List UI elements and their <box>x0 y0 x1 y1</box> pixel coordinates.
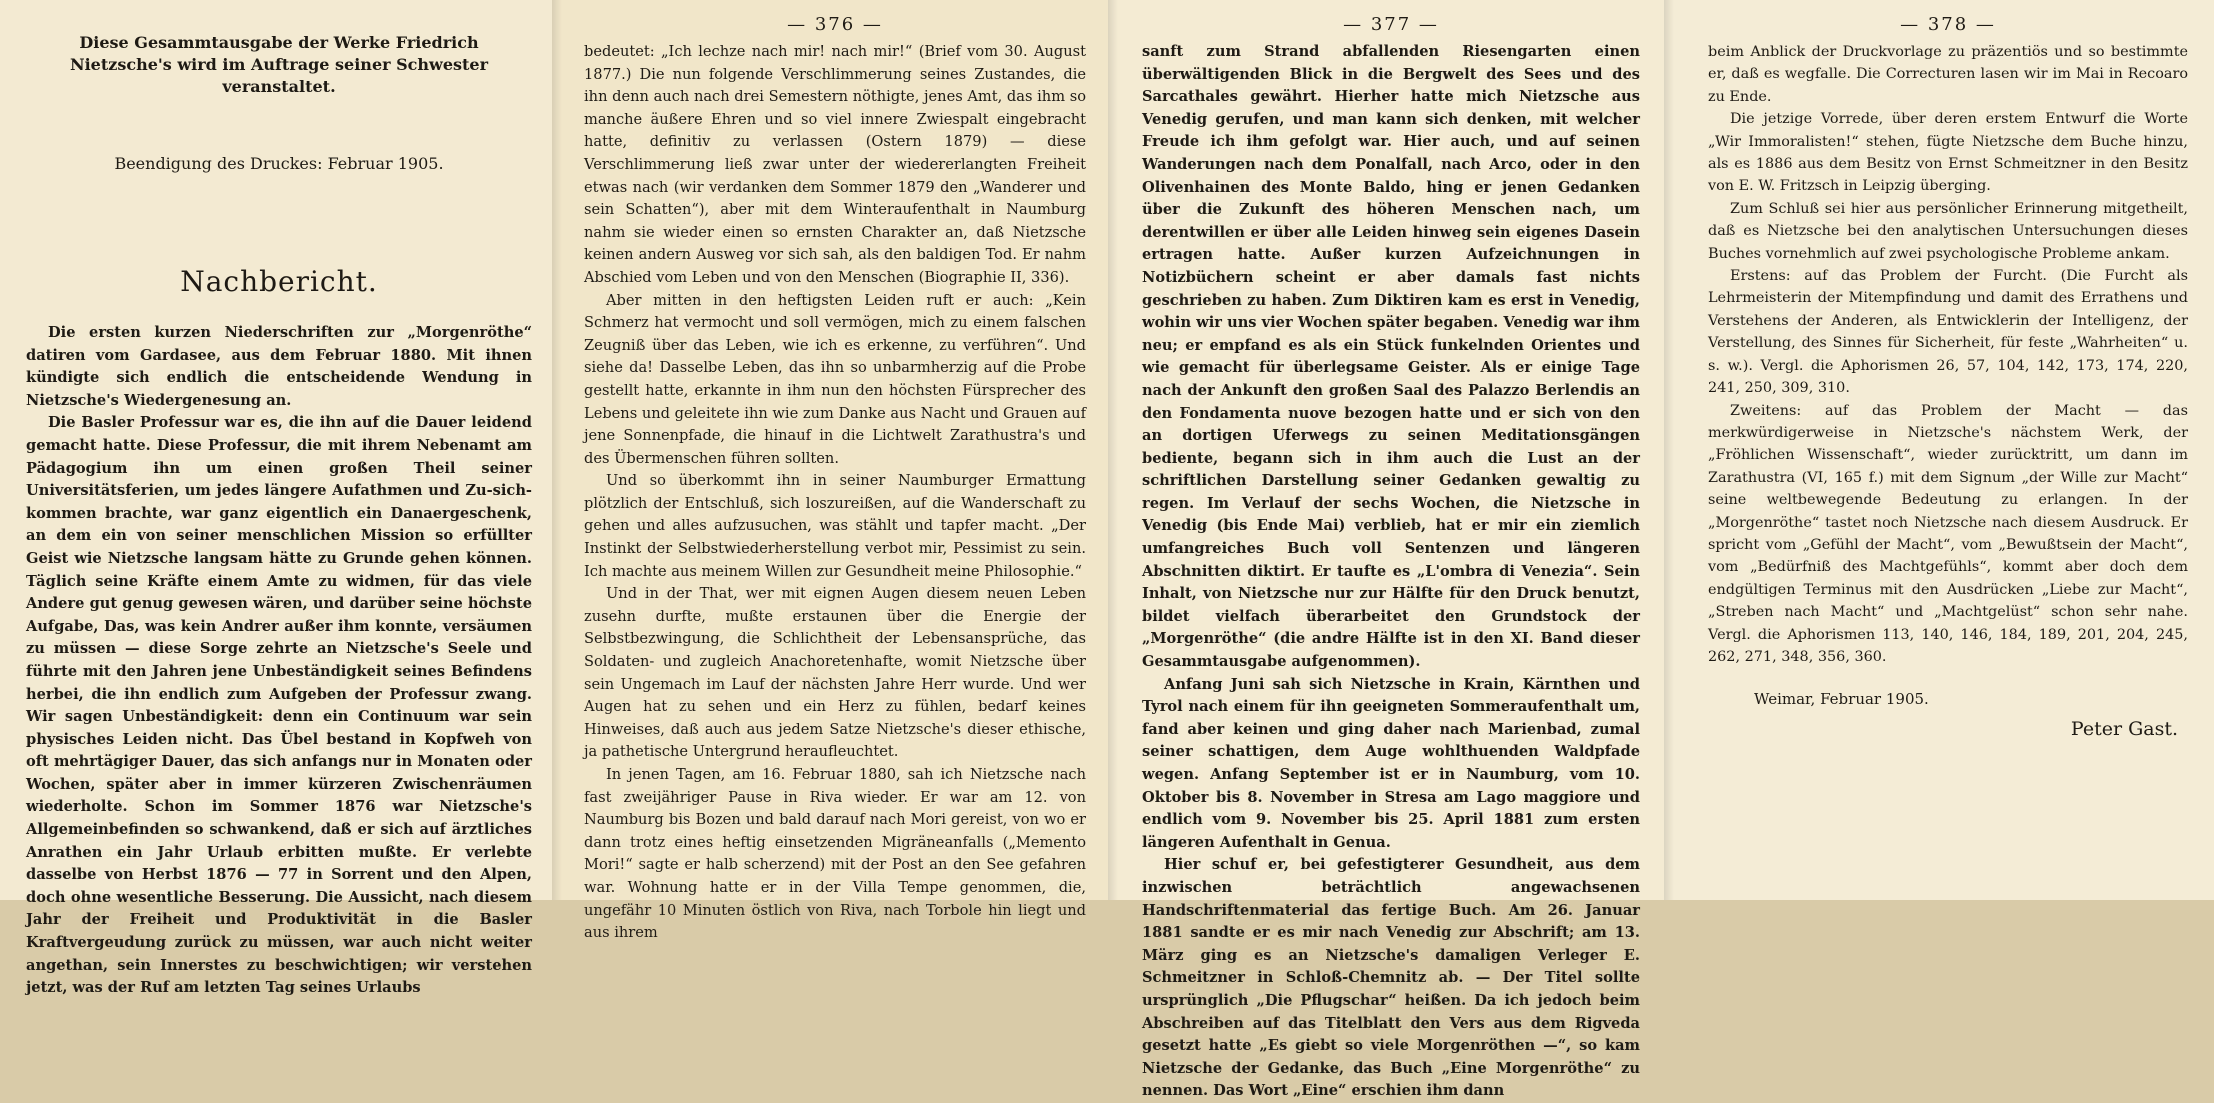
dateline: Weimar, Februar 1905. <box>1754 690 1929 709</box>
paragraph: beim Anblick der Druckvorlage zu präzentiös und so bestimmte er, daß es wegfalle. Die Correcturen lasen wir im Mai in Recoaro zu Ende. <box>1708 44 2188 105</box>
edition-notice: Diese Gesammtausgabe der Werke Friedrich Nietzsche's wird im Auftrage seiner Schwester veranstaltet. <box>69 33 489 96</box>
page-377 <box>1108 0 1664 1100</box>
paragraph: Die ersten kurzen Niederschriften zur „Morgenröthe“ datiren vom Gardasee, aus dem Februar 1880. Mit ihnen kündigte sich endlich die entscheidende Wendung in Nietzsche's Wiedergenesung an. <box>26 324 532 409</box>
page-number: — 376 — <box>787 14 883 35</box>
paragraph: Und so überkommt ihn in seiner Naumburger Ermattung plötzlich der Entschluß, sich loszureißen, auf die Wanderschaft zu gehen und alles aufzusuchen, was stählt und tapfer macht. „Der Instinkt der Selbstwiederherstellung verbot mir, Pessimist zu sein. Ich machte aus meinem Willen zur Gesundheit meine Philosophie.“ <box>584 472 1086 580</box>
page-number: — 377 — <box>1343 14 1439 35</box>
page-376 <box>552 0 1108 942</box>
paragraph: Und in der That, wer mit eignen Augen diesem neuen Leben zusehn durfte, mußte erstaunen über die Energie der Selbstbezwingung, die Schlichtheit der Lebensansprüche, das Soldaten- und zugleich Anachoretenhafte, womit Nietzsche über sein Ungemach im Lauf der nächsten Jahre Herr wurde. Und wer Augen hat zu sehen und ein Herz zu fühlen, bedarf keines Hinweises, daß auch aus jedem Satze Nietzsche's dieser ethische, ja pathetische Untergrund heraufleuchtet. <box>584 585 1086 761</box>
paragraph: Aber mitten in den heftigsten Leiden ruft er auch: „Kein Schmerz hat vermocht und soll vermögen, mich zu einem falschen Zeugniß über das Leben, wie ich es erkenne, zu verführen“. Und siehe da! Dasselbe Leben, das ihn so unbarmherzig auf die Probe gestellt hatte, erkannte in ihm nun den höchsten Fürsprecher des Lebens und geleitete ihn wie zum Danke aus Nacht und Grauen auf jene Sonnenpfade, die hinauf in die Lichtwelt Zarathustra's und des Übermenschen führen sollten. <box>584 291 1086 467</box>
page-left-imprint <box>0 0 552 997</box>
paragraph: bedeutet: „Ich lechze nach mir! nach mir!“ (Brief vom 30. August 1877.) Die nun folgende Verschlimmerung seines Zustandes, die ihn denn auch nach drei Semestern nöthigte, jenes Amt, das ihm so manche äußere Ehren und so viel innere Zwiespalt eingebracht hatte, definitiv zu verlassen (Ostern 1879) — diese Verschlimmerung ließ zwar unter der wiedererlangten Freiheit etwas nach (wir verdanken dem Sommer 1879 den „Wanderer und sein Schatten“), aber mit dem Winteraufenthalt in Naumburg nahm sie wieder einen so ernsten Charakter an, daß Nietzsche keinen andern Ausweg vor sich sah, als den baldigen Tod. Er nahm Abschied vom Leben und von den Menschen (Biographie II, 336). <box>584 43 1086 286</box>
page-376-body <box>584 41 1086 945</box>
paragraph: Erstens: auf das Problem der Furcht. (Die Furcht als Lehrmeisterin der Mitempfindung und damit des Errathens und Verstehens der Anderen, als Entwicklerin der Intelligenz, der Verstellung, des Sinnes für Sicherheit, für feste „Wahrheiten“ u. s. w.). Vergl. die Aphorismen 26, 57, 104, 142, 173, 174, 220, 241, 250, 309, 310. <box>1708 268 2188 397</box>
signature: Peter Gast. <box>2070 718 2178 741</box>
page-378-body <box>1708 41 2188 668</box>
page-gutter <box>1108 0 1118 900</box>
paragraph: Zum Schluß sei hier aus persönlicher Erinnerung mitgetheilt, daß es Nietzsche bei den analytischen Untersuchungen dieses Buches vornehmlich auf zwei psychologische Probleme ankam. <box>1708 200 2188 262</box>
page-1-body <box>26 322 532 1000</box>
page-gutter <box>1664 0 1674 900</box>
paragraph: Die jetzige Vorrede, über deren erstem Entwurf die Worte „Wir Immoralisten!“ stehen, fügte Nietzsche dem Buche hinzu, als es 1886 aus dem Besitz von Ernst Schmeitzner in den Besitz von E. W. Fritzsch in Leipzig überging. <box>1708 111 2188 195</box>
paragraph: Zweitens: auf das Problem der Macht — das merkwürdigerweise in Nietzsche's nächstem Werk, der „Fröhlichen Wissenschaft“, wieder zurücktritt, um dann im Zarathustra (VI, 165 f.) mit dem Signum „der Wille zur Macht“ seine weltbewegende Bedeutung zu erlangen. In der „Morgenröthe“ tastet noch Nietzsche nach diesem Ausdruck. Er spricht vom „Gefühl der Macht“, vom „Bewußtsein der Macht“, vom „Bedürfniß des Machtgefühls“, kommt aber doch dem endgültigen Terminus mit den Ausdrücken „Liebe zur Macht“, „Streben nach Macht“ und „Machtgelüst“ schon sehr nahe. Vergl. die Aphorismen 113, 140, 146, 184, 189, 201, 204, 245, 262, 271, 348, 356, 360. <box>1708 402 2188 665</box>
print-completion-date: Beendigung des Druckes: Februar 1905. <box>114 154 444 173</box>
page-378 <box>1664 0 2214 900</box>
page-377-body <box>1142 41 1640 1103</box>
paragraph: Hier schuf er, bei gefestigterer Gesundheit, aus dem inzwischen beträchtlich angewachsenen Handschriftenmaterial das fertige Buch. Am 26. Januar 1881 sandte er es mir nach Venedig zur Abschrift; am 13. März ging es an Nietzsche's damaligen Verleger E. Schmeitzner in Schloß-Chemnitz ab. — Der Titel sollte ursprünglich „Die Pflugschar“ heißen. Da ich jedoch beim Abschreiben auf das Titelblatt den Vers aus dem Rigveda gesetzt hatte „Es giebt so viele Morgenröthen —“, so kam Nietzsche der Gedanke, das Buch „Eine Morgenröthe“ zu nennen. Das Wort „Eine“ erschien ihm dann <box>1142 856 1640 1100</box>
paragraph: In jenen Tagen, am 16. Februar 1880, sah ich Nietzsche nach fast zweijähriger Pause in Riva wieder. Er war am 12. von Naumburg bis Bozen und bald darauf nach Mori gereist, von wo er dann trotz eines heftig einsetzenden Migräneanfalls („Memento Mori!“ sagte er halb scherzend) mit der Post an den See gefahren war. Wohnung hatte er in der Villa Tempe genommen, die, ungefähr 10 Minuten östlich von Riva, nach Torbole hin liegt und aus ihrem <box>584 766 1086 942</box>
page-number: — 378 — <box>1900 14 1996 35</box>
paragraph: sanft zum Strand abfallenden Riesengarten einen überwältigenden Blick in die Bergwelt des Sees und des Sarcathales gewährt. Hierher hatte mich Nietzsche aus Venedig gerufen, und man kann sich denken, mit welcher Freude ich ihm gefolgt war. Hier auch, und auf seinen Wanderungen nach dem Ponalfall, nach Arco, oder in den Olivenhainen des Monte Baldo, hing er jenen Gedanken über die Zukunft des höheren Menschen nach, um derentwillen er über alle Leiden hinweg sein eigenes Dasein ertragen hatte. Außer kurzen Aufzeichnungen in Notizbüchern scheint er aber damals fast nichts geschrieben zu haben. Zum Diktiren kam es erst in Venedig, wohin wir uns vier Wochen später begaben. Venedig war ihm neu; er empfand es als ein Stück funkelnden Orientes und wie gemacht für überlegsame Geister. Als er einige Tage nach der Ankunft den großen Saal des Palazzo Berlendis an den Fondamenta nuove bezogen hatte und er sich von den an dortigen Uferwegs zu seinen Meditationsgängen bediente, begann sich in ihm auch die Lust an der schriftlichen Darstellung seiner Gedanken gewaltig zu regen. Im Verlauf der sechs Wochen, die Nietzsche in Venedig (bis Ende Mai) verblieb, hat er mir ein ziemlich umfangreiches Buch voll Sentenzen und längeren Abschnitten diktirt. Er taufte es „L'ombra di Venezia“. Sein Inhalt, von Nietzsche nur zur Hälfte für den Druck benutzt, bildet vielfach überarbeitet den Grundstock der „Morgenröthe“ (die andre Hälfte ist in den XI. Band dieser Gesammtausgabe aufgenommen). <box>1142 43 1640 671</box>
chapter-heading: Nachbericht. <box>180 265 378 298</box>
page-gutter <box>552 0 562 900</box>
paragraph: Anfang Juni sah sich Nietzsche in Krain, Kärnthen und Tyrol nach einem für ihn geeigneten Sommeraufenthalt um, fand aber keinen und ging daher nach Marienbad, zumal seiner schattigen, dem Auge wohlthuenden Waldpfade wegen. Anfang September ist er in Naumburg, vom 10. Oktober bis 8. November in Stresa am Lago maggiore und endlich vom 9. November bis 25. April 1881 zum ersten längeren Aufenthalt in Genua. <box>1142 675 1640 851</box>
paragraph: Die Basler Professur war es, die ihn auf die Dauer leidend gemacht hatte. Diese Professur, die mit ihrem Nebenamt am Pädagogium ihn um einen großen Theil seiner Universitätsferien, um jedes längere Aufathmen und Zu-sich-kommen brachte, war ganz eigentlich ein Danaergeschenk, an dem ein von seiner menschlichen Mission so erfüllter Geist wie Nietzsche langsam hätte zu Grunde gehen können. Täglich seine Kräfte einem Amte zu widmen, für das viele Andere gut genug gewesen wären, und darüber seine höchste Aufgabe, Das, was kein Andrer außer ihm konnte, versäumen zu müssen — diese Sorge zehrte an Nietzsche's Seele und führte mit den Jahren jene Unbeständigkeit seines Befindens herbei, die ihn endlich zum Aufgeben der Professur zwang. Wir sagen Unbeständigkeit: denn ein Continuum war sein physisches Leiden nicht. Das Übel bestand in Kopfweh von oft mehrtägiger Dauer, das sich anfangs nur in Monaten oder Wochen, später aber in immer kürzeren Zwischenräumen wiederholte. Schon im Sommer 1876 war Nietzsche's Allgemeinbefinden so schwankend, daß er sich auf ärztliches Anrathen ein Jahr Urlaub erbitten mußte. Er verlebte dasselbe von Herbst 1876 — 77 in Sorrent und den Alpen, doch ohne wesentliche Besserung. Die Aussicht, nach diesem Jahr der Freiheit und Produktivität in die Basler Kraftvergeudung zurück zu müssen, war auch nicht weiter angethan, sein Innerstes zu beschwichtigen; wir verstehen jetzt, was der Ruf am letzten Tag seines Urlaubs <box>26 414 532 997</box>
